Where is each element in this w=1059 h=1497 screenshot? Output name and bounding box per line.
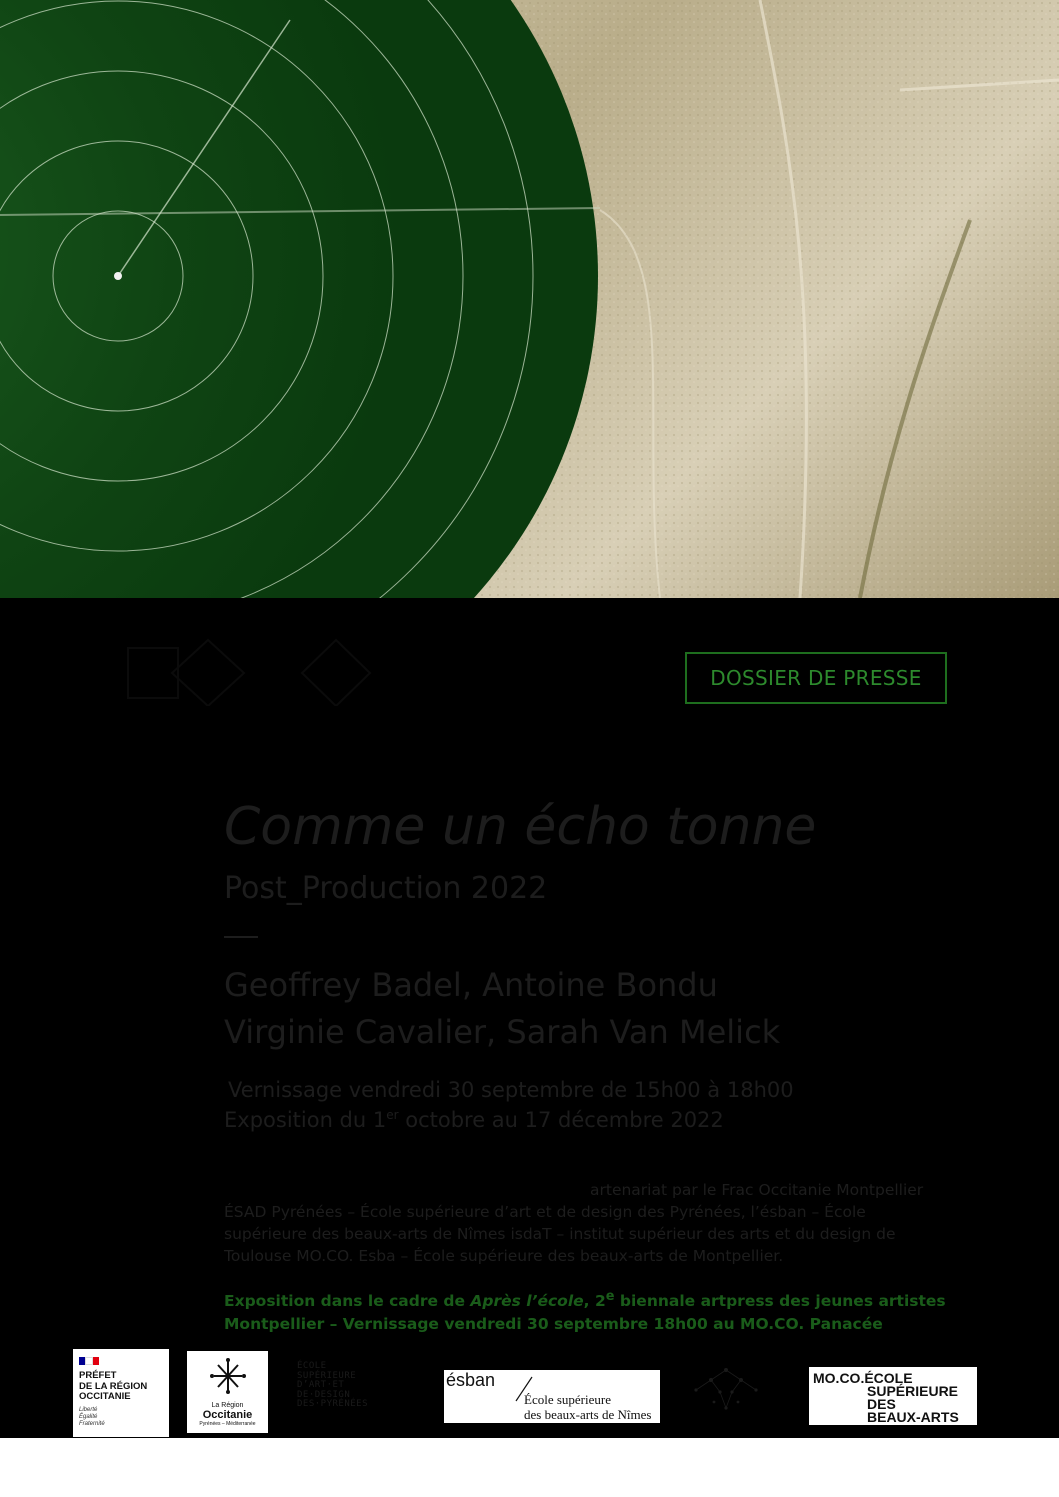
partners-line: supérieure des beaux-arts de Nîmes isdaT – institut supérieur des arts et du design de — [224, 1225, 896, 1243]
opening-date: Vernissage vendredi 30 septembre de 15h00 à 18h00 — [228, 1078, 794, 1102]
esad-pyrenees-logo: ÉCOLE SUPÉRIEURE D’ART·ET DE·DESIGN DES·PYRÉNÉES — [297, 1361, 369, 1409]
partners-line: Toulouse MO.CO. Esba – École supérieure des beaux-arts de Montpellier. — [224, 1247, 784, 1265]
biennale-line-2: Montpellier – Vernissage vendredi 30 septembre 18h00 au MO.CO. Panacée — [224, 1315, 883, 1334]
partners-line: artenariat par le Frac Occitanie Montpellier — [590, 1181, 924, 1199]
aerial-field-illustration — [0, 0, 1059, 598]
frac-logo-icon — [126, 636, 376, 706]
footer-strip — [0, 1438, 1059, 1497]
occitan-cross-icon — [206, 1357, 250, 1395]
press-kit-label: DOSSIER DE PRESSE — [710, 666, 922, 690]
exhibition-subtitle: Post_Production 2022 — [224, 871, 548, 906]
exhibition-dates: Exposition du 1er octobre au 17 décembre 2022 — [224, 1108, 724, 1132]
region-occitanie-logo: La Région Occitanie Pyrénées – Méditerranée — [187, 1351, 268, 1433]
biennale-note — [224, 1285, 946, 1336]
artists-line-2: Virginie Cavalier, Sarah Van Melick — [224, 1013, 781, 1051]
isdat-logo-icon — [676, 1358, 776, 1424]
divider-dash — [224, 936, 258, 938]
biennale-line-1: Exposition dans le cadre de Après l’école, 2e biennale artpress des jeunes artistes — [224, 1289, 946, 1311]
esban-logo: ésban École supérieure des beaux-arts de Nîmes — [444, 1370, 660, 1423]
french-flag-icon — [79, 1357, 99, 1365]
partners-line: ÉSAD Pyrénées – École supérieure d’art et de design des Pyrénées, l’ésban – École — [224, 1203, 866, 1221]
exhibition-title: Comme un écho tonne — [224, 797, 817, 857]
hero-aerial-image — [0, 0, 1059, 598]
artists-line-1: Geoffrey Badel, Antoine Bondu — [224, 966, 718, 1004]
partners-text — [224, 1179, 924, 1267]
press-kit-badge — [685, 652, 947, 704]
moco-esba-logo: MO.CO.ÉCOLE SUPÉRIEURE DES BEAUX-ARTS — [809, 1367, 977, 1425]
prefet-occitanie-logo: PRÉFET DE LA RÉGION OCCITANIE Liberté Égalité Fraternité — [73, 1349, 169, 1437]
